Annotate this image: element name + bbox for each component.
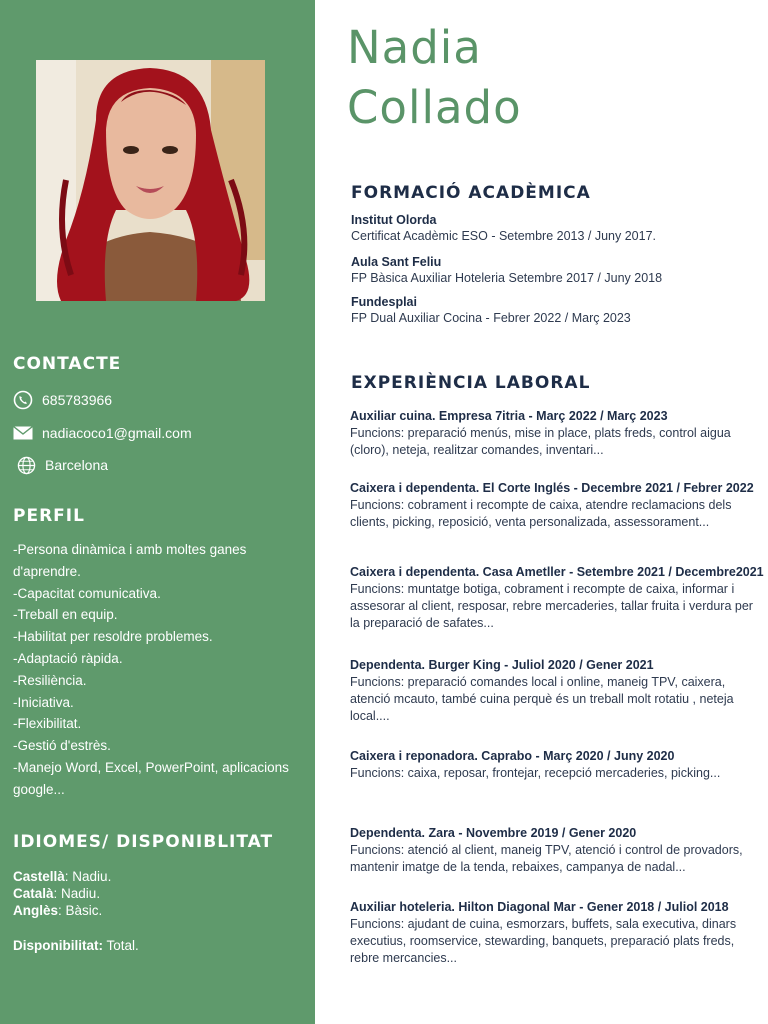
last-name: Collado	[347, 81, 522, 134]
language-name: Català	[13, 886, 54, 901]
profile-item: -Iniciativa.	[13, 694, 74, 710]
language-level: Nadiu.	[72, 869, 112, 884]
profile-item: -Adaptació ràpida.	[13, 650, 123, 666]
availability-label: Disponibilitat:	[13, 938, 103, 953]
sidebar	[0, 0, 315, 1024]
globe-icon	[15, 455, 37, 475]
experience-item	[350, 824, 765, 876]
language-item: Castellà: Nadiu.	[13, 869, 112, 884]
experience-detail: Funcions: preparació menús, mise in place, plats freds, control aigua (cloro), neteja, realitzar comandes, inventari...	[350, 426, 731, 457]
phone-icon	[12, 390, 34, 410]
profile-item: -Persona dinàmica i amb moltes ganes d'aprendre.	[13, 542, 247, 579]
availability-value: Total.	[106, 938, 139, 953]
education-item	[351, 254, 761, 287]
experience-item	[350, 656, 765, 725]
profile-heading: PERFIL	[13, 506, 85, 526]
email-address: nadiacoco1@gmail.com	[42, 425, 192, 441]
experience-title: Caixera i dependenta. Casa Ametller - Setembre 2021 / Decembre2021	[350, 565, 764, 579]
education-item	[351, 294, 761, 327]
experience-title: Auxiliar cuina. Empresa 7itria - Març 2022 / Març 2023	[350, 409, 668, 423]
education-heading: FORMACIÓ ACADÈMICA	[351, 183, 591, 203]
education-title: Fundesplai	[351, 295, 417, 309]
experience-detail: Funcions: caixa, reposar, frontejar, recepció mercaderies, picking...	[350, 766, 721, 780]
experience-title: Dependenta. Zara - Novembre 2019 / Gener 2020	[350, 826, 637, 840]
language-name: Anglès	[13, 903, 59, 918]
experience-item	[350, 747, 765, 782]
experience-item	[350, 898, 765, 967]
profile-item: -Habilitat per resoldre problemes.	[13, 629, 213, 645]
languages-heading: IDIOMES/ DISPONIBLITAT	[13, 832, 274, 852]
profile-photo	[36, 60, 265, 301]
education-item	[351, 212, 761, 245]
availability	[13, 938, 139, 953]
experience-title: Caixera i dependenta. El Corte Inglés - Decembre 2021 / Febrer 2022	[350, 481, 754, 495]
profile-item: -Gestió d'estrès.	[13, 738, 111, 754]
education-title: Institut Olorda	[351, 213, 437, 227]
language-level: Nadiu.	[61, 886, 101, 901]
language-item: Català: Nadiu.	[13, 886, 101, 901]
envelope-icon	[12, 423, 34, 443]
education-detail: FP Bàsica Auxiliar Hoteleria Setembre 2017 / Juny 2018	[351, 271, 663, 285]
language-item: Anglès: Bàsic.	[13, 903, 103, 918]
language-level: Bàsic.	[65, 903, 103, 918]
experience-item	[350, 479, 765, 531]
experience-detail: Funcions: ajudant de cuina, esmorzars, buffets, sala executiva, dinars executius, roomservice, stewarding, banquets, preparació plats freds, rebre mercancies...	[350, 917, 737, 965]
first-name: Nadia	[347, 21, 482, 74]
education-detail: Certificat Acadèmic ESO - Setembre 2013 / Juny 2017.	[351, 229, 657, 243]
profile-item: -Capacitat comunicativa.	[13, 585, 161, 601]
phone-number: 685783966	[42, 392, 113, 408]
experience-item	[350, 563, 765, 632]
profile-list	[13, 539, 305, 801]
person-name	[347, 18, 522, 138]
profile-item: -Flexibilitat.	[13, 716, 82, 732]
contact-city	[15, 455, 108, 475]
experience-heading: EXPERIÈNCIA LABORAL	[351, 373, 591, 393]
contact-phone[interactable]	[12, 390, 112, 410]
profile-item: -Manejo Word, Excel, PowerPoint, aplicacions google...	[13, 759, 289, 797]
experience-detail: Funcions: cobrament i recompte de caixa, atendre reclamacions dels clients, picking, reposició, venta personalizada, assessorament...	[350, 498, 732, 529]
experience-item	[350, 407, 765, 459]
experience-detail: Funcions: preparació comandes local i online, maneig TPV, caixera, atenció mcauto, també cuina perquè és un treball molt rotatiu , neteja local....	[350, 675, 734, 723]
contact-heading: CONTACTE	[13, 354, 122, 374]
main-content	[315, 0, 768, 1024]
experience-detail: Funcions: muntatge botiga, cobrament i recompte de caixa, informar i assesorar al client, resposar, rebre mercaderies, tallar fruita i verdura per la preparació de safates...	[350, 582, 753, 630]
language-list	[13, 868, 111, 919]
language-name: Castellà	[13, 869, 65, 884]
profile-item: -Treball en equip.	[13, 607, 118, 623]
experience-title: Dependenta. Burger King - Juliol 2020 / Gener 2021	[350, 658, 654, 672]
profile-item: -Resiliència.	[13, 672, 87, 688]
experience-detail: Funcions: atenció al client, maneig TPV, atenció i control de provadors, mantenir imatge de la tenda, rebaixes, campanya de nadal...	[350, 843, 743, 874]
experience-title: Auxiliar hoteleria. Hilton Diagonal Mar - Gener 2018 / Juliol 2018	[350, 900, 729, 914]
experience-title: Caixera i reponadora. Caprabo - Març 2020 / Juny 2020	[350, 749, 675, 763]
contact-email[interactable]	[12, 423, 192, 443]
education-detail: FP Dual Auxiliar Cocina - Febrer 2022 / Març 2023	[351, 311, 631, 325]
city-name: Barcelona	[45, 457, 109, 473]
education-title: Aula Sant Feliu	[351, 255, 442, 269]
